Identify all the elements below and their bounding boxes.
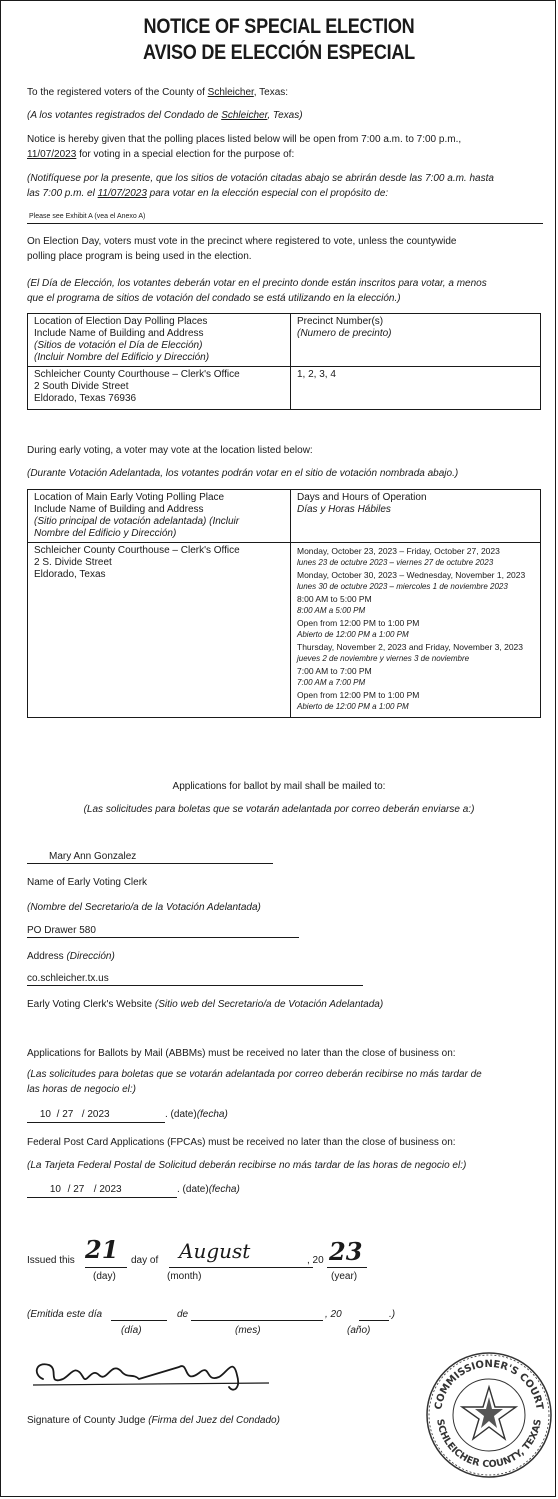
address-label: Address (Dirección) bbox=[27, 951, 115, 962]
judge-signature bbox=[29, 1349, 279, 1402]
abbm-deadline-text-es: (Las solicitudes para boletas que se votarán adelantada por correo deberán recibirse no más tardar de las horas de negocio el:) bbox=[27, 1069, 482, 1095]
table-row: Location of Main Early Voting Polling Place Include Name of Building and Address (Sitio principal de votación adelantada) (Incluir Nombre del Edificio y Dirección) Days and Hours of Operation Días y Horas Hábiles bbox=[28, 490, 541, 543]
es-dia-caption: (día) bbox=[121, 1325, 142, 1336]
signature-scribble bbox=[29, 1349, 279, 1397]
table-row: Schleicher County Courthouse – Clerk's Office 2 S. Divide Street Eldorado, Texas Monday, October 23, 2023 – Friday, October 27, 2023 lunes 23 de octubre 2023 – viernes 27 de octubre 2023 Monday, October 30, 2023 – Wednesday, November 1, 2023 lunes 30 de octubre 2023 – miercoles 1 de noviembre 2023 8:00 AM to 5:00 PM 8:00 AM a 5:00 PM Open from 12:00 PM to 1:00 PM Abierto de 12:00 PM a 1:00 PM Thursday, November 2, 2023 and Friday, November 3, 2023 jueves 2 de noviembre y viernes 3 de noviembre 7:00 AM to 7:00 PM 7:00 AM a 7:00 PM Open from 12:00 PM to 1:00 PM Abierto de 12:00 PM a 1:00 PM bbox=[28, 543, 541, 718]
schedule-line: jueves 2 de noviembre y viernes 3 de noviembre bbox=[297, 654, 470, 663]
title-english: NOTICE OF SPECIAL ELECTION bbox=[143, 15, 415, 38]
precinct-numbers: 1, 2, 3, 4 bbox=[291, 367, 541, 410]
seal-top-text: COMMISSIONER'S COURT bbox=[433, 1358, 545, 1411]
schedule-list bbox=[291, 543, 541, 718]
election-day-text: On Election Day, voters must vote in the precinct where registered to vote, unless the countywide polling place program is being used in the election. bbox=[27, 236, 457, 262]
schedule-line: Open from 12:00 PM to 1:00 PM bbox=[297, 618, 420, 628]
issued-month-handwritten: August bbox=[179, 1239, 251, 1263]
seal-graphic bbox=[425, 1351, 553, 1479]
svg-text:SCHLEICHER COUNTY, TEXAS bbox=[434, 1418, 544, 1470]
year-prefix: , 20 bbox=[307, 1255, 324, 1266]
issued-year-handwritten: 23 bbox=[329, 1237, 363, 1266]
month-caption: (month) bbox=[167, 1271, 202, 1282]
early-voting-intro-es: (Durante Votación Adelantada, los votantes podrán votar en el sitio de votación nombrada abajo.) bbox=[27, 468, 459, 479]
abbm-deadline-text: Applications for Ballots by Mail (ABBMs) must be received no later than the close of business on: bbox=[27, 1048, 456, 1059]
day-of-label: day of bbox=[131, 1255, 159, 1266]
es-close: .) bbox=[389, 1309, 396, 1320]
election-date: 11/07/2023 bbox=[27, 149, 77, 160]
clerk-name: Mary Ann Gonzalez bbox=[49, 851, 137, 862]
schedule-line: 7:00 AM a 7:00 PM bbox=[297, 678, 366, 687]
early-voting-intro: During early voting, a voter may vote at the location listed below: bbox=[27, 445, 313, 456]
signature-label: Signature of County Judge (Firma del Juez del Condado) bbox=[27, 1415, 280, 1426]
schedule-line: 7:00 AM to 7:00 PM bbox=[297, 666, 372, 676]
website-label: Early Voting Clerk's Website (Sitio web del Secretario/a de Votación Adelantada) bbox=[27, 999, 384, 1010]
schedule-line: lunes 23 de octubre 2023 – viernes 27 de octubre 2023 bbox=[297, 558, 494, 567]
schedule-line: lunes 30 de octubre 2023 – miercoles 1 de noviembre 2023 bbox=[297, 582, 508, 591]
fpca-deadline-date: 10 / 27 / 2023 . (date)(fecha) bbox=[27, 1182, 327, 1198]
clerk-label: Name of Early Voting Clerk bbox=[27, 877, 148, 888]
emitida-label: (Emitida este día bbox=[27, 1309, 103, 1320]
day-caption: (day) bbox=[93, 1271, 116, 1282]
table-row: Location of Election Day Polling Places Include Name of Building and Address (Sitios de votación el Día de Elección) (Incluir Nombre del Edificio y Dirección) Precinct Number(s) (Numero de precinto) bbox=[28, 314, 541, 367]
purpose-text: Please see Exhibit A (vea el Anexo A) bbox=[29, 213, 146, 220]
fpca-deadline-text: Federal Post Card Applications (FPCAs) must be received no later than the close of business on: bbox=[27, 1137, 456, 1148]
title-spanish: AVISO DE ELECCIÓN ESPECIAL bbox=[143, 41, 415, 64]
early-voting-table bbox=[27, 489, 541, 718]
to-voters-es: (A los votantes registrados del Condado de Schleicher, Texas) bbox=[27, 110, 303, 121]
table-row: Schleicher County Courthouse – Clerk's Office 2 South Divide Street Eldorado, Texas 76936 1, 2, 3, 4 bbox=[28, 367, 541, 410]
seal-bottom-text: SCHLEICHER COUNTY, TEXAS bbox=[434, 1418, 544, 1471]
applications-mailed-to: Applications for ballot by mail shall be mailed to: bbox=[172, 781, 386, 792]
es-de-label: de bbox=[177, 1309, 189, 1320]
applications-mailed-to-es: (Las solicitudes para boletas que se votarán adelantada por correo deberán enviarse a:) bbox=[83, 804, 475, 815]
es-ano-caption: (año) bbox=[347, 1325, 371, 1336]
to-voters: To the registered voters of the County of Schleicher, Texas: bbox=[27, 87, 289, 98]
clerk-label-es: (Nombre del Secretario/a de la Votación Adelantada) bbox=[27, 902, 261, 913]
county-seal bbox=[425, 1351, 553, 1484]
es-year-label: , 20 bbox=[325, 1309, 342, 1320]
abbm-deadline-date: 10 / 27 / 2023 . (date)(fecha) bbox=[27, 1107, 327, 1123]
election-day-text-es: (El Día de Elección, los votantes deberán votar en el precinto donde están inscritos para votar, a menos que el programa de sitios de votación del condado se está utilizando en la elección.) bbox=[27, 278, 487, 304]
clerk-website[interactable]: co.schleicher.tx.us bbox=[27, 973, 109, 984]
notice-text: Notice is hereby given that the polling places listed below will be open from 7:00 a.m. to 7:00 p.m., 11/07/2023 for voting in a special election for the purpose of: bbox=[27, 134, 462, 160]
schedule-line: Abierto de 12:00 PM a 1:00 PM bbox=[297, 630, 409, 639]
issued-day-handwritten: 21 bbox=[85, 1235, 119, 1264]
schedule-line: Monday, October 30, 2023 – Wednesday, November 1, 2023 bbox=[297, 570, 526, 580]
purpose-underline bbox=[27, 223, 543, 224]
schedule-line: 8:00 AM a 5:00 PM bbox=[297, 606, 366, 615]
fpca-deadline-text-es: (La Tarjeta Federal Postal de Solicitud deberán recibirse no más tardar de las horas de negocio el:) bbox=[27, 1160, 467, 1171]
schedule-line: Open from 12:00 PM to 1:00 PM bbox=[297, 690, 420, 700]
election-day-table bbox=[27, 313, 541, 410]
es-mes-caption: (mes) bbox=[235, 1325, 261, 1336]
schedule-line: 8:00 AM to 5:00 PM bbox=[297, 594, 372, 604]
year-caption: (year) bbox=[331, 1271, 358, 1282]
schedule-line: Abierto de 12:00 PM a 1:00 PM bbox=[297, 702, 409, 711]
schedule-line: Thursday, November 2, 2023 and Friday, November 3, 2023 bbox=[297, 642, 523, 652]
clerk-address: PO Drawer 580 bbox=[27, 925, 96, 936]
notice-text-es: (Notifíquese por la presente, que los sitios de votación citadas abajo se abrirán desde las 7:00 a.m. hasta las 7:00 p.m. el 11/07/2023 para votar en la elección especial con el propósito de: bbox=[27, 173, 494, 199]
schedule-line: Monday, October 23, 2023 – Friday, October 27, 2023 bbox=[297, 546, 500, 556]
county-name: Schleicher bbox=[207, 87, 254, 98]
issued-this-label: Issued this bbox=[27, 1255, 75, 1266]
